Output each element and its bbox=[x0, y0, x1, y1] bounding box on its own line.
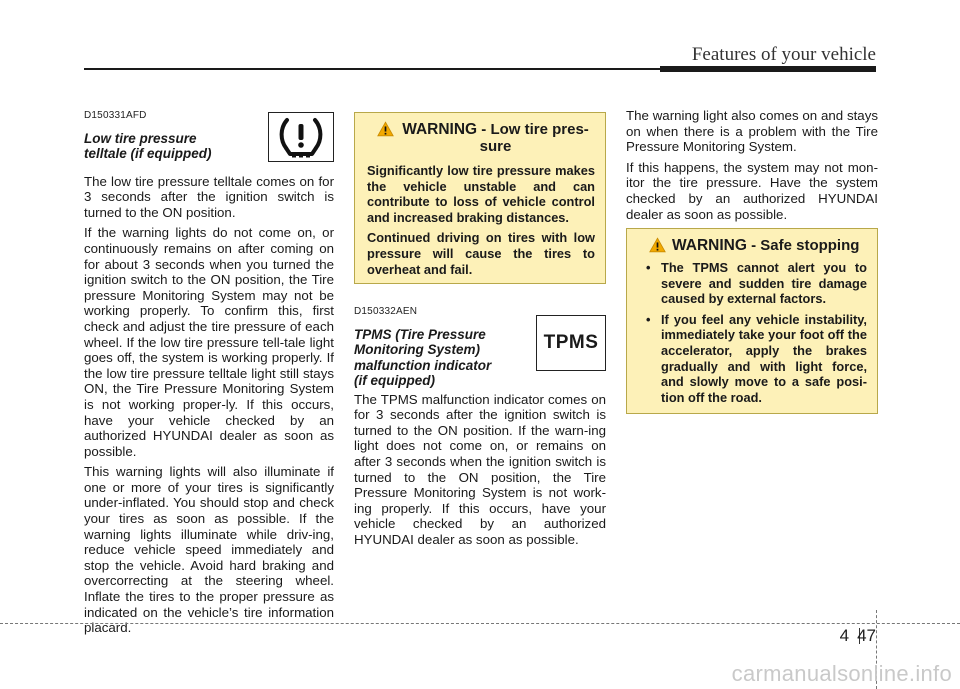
paragraph: If this happens, the system may not mon-itor the tire pressure. Have the system checked by an authorized HYUNDAI dealer as soon as possible. bbox=[626, 159, 878, 222]
section-code: D150332AEN bbox=[354, 306, 418, 317]
warning-list-item: • If you feel any vehicle instability, immediately take your foot off the accelerator, apply the brakes gradually and with light force, and slowly move to a safe posi-tion off the road. bbox=[639, 312, 867, 406]
header-rule-accent bbox=[660, 66, 876, 72]
warning-title: - Low tire pres-sure bbox=[477, 121, 589, 155]
tpms-indicator-label: TPMS bbox=[543, 332, 599, 353]
watermark-text: carmanualsonline.info bbox=[731, 661, 952, 686]
footer-dashed-rule bbox=[0, 623, 960, 624]
warning-list-item: • The TPMS cannot alert you to severe and sudden tire damage caused by external factors. bbox=[639, 260, 867, 307]
heading-line: Low tire pressure bbox=[84, 130, 197, 146]
paragraph: The warning light also comes on and stays on when there is a problem with the Tire Pressure Monitoring System. bbox=[626, 108, 878, 155]
page-header-title: Features of your vehicle bbox=[691, 44, 876, 65]
heading-line: Monitoring System) bbox=[354, 342, 481, 358]
warning-title: - Safe stopping bbox=[746, 237, 860, 254]
warning-list bbox=[639, 260, 867, 405]
warning-heading bbox=[639, 237, 867, 254]
warning-paragraph: Significantly low tire pressure makes the vehicle unstable and can contribute to loss of vehicle control and increased braking distances. bbox=[367, 163, 595, 225]
section-code: D150331AFD bbox=[84, 110, 147, 121]
section-heading-tpms bbox=[354, 327, 524, 389]
heading-line: (if equipped) bbox=[354, 373, 435, 389]
warning-triangle-icon bbox=[377, 121, 394, 137]
paragraph: This warning lights will also illuminate if one or more of your tires is significantly under-inflated. You should stop and check your tires as soon as possible. If the warning lights illuminate while driv-ing, reduce vehicle speed immediately and stop the vehicle. Avoid hard braking and overcorrecting at the steering wheel. Inflate the tires to the proper pressure as indicated on the vehicle’s tire information placard. bbox=[84, 464, 334, 636]
heading-line: TPMS (Tire Pressure bbox=[354, 326, 486, 342]
warning-heading bbox=[367, 121, 595, 155]
chapter-number: 4 bbox=[839, 626, 850, 645]
page-number bbox=[840, 626, 876, 646]
column-left bbox=[84, 108, 334, 636]
low-tire-pressure-telltale-icon bbox=[268, 112, 334, 162]
tire-pressure-warning-icon bbox=[277, 116, 325, 158]
heading-line: telltale (if equipped) bbox=[84, 146, 212, 162]
warning-box-low-tire-pressure bbox=[354, 112, 606, 284]
warning-paragraph: Continued driving on tires with low pressure will cause the tires to overheat and fail. bbox=[367, 230, 595, 277]
page-number-value: 47 bbox=[857, 626, 876, 645]
warning-label: WARNING bbox=[402, 121, 478, 138]
heading-line: malfunction indicator bbox=[354, 357, 492, 373]
warning-triangle-icon bbox=[649, 237, 666, 253]
warning-label: WARNING bbox=[672, 237, 747, 254]
paragraph: If the warning lights do not come on, or continuously remains on after coming on for about 3 seconds when you turned the ignition switch to the ON position, the Tire pressure Monitoring System may not be working properly. To confirm this, first check and adjust the tire pressure of each wheel. If the low tire pressure tell-tale light goes off, the system is working properly. If the low tire pressure telltale light still stays ON, the Tire Pressure Monitoring System is not working proper-ly. If this occurs, have your vehicle checked by an authorized HYUNDAI dealer as soon as possible. bbox=[84, 225, 334, 459]
warning-box-safe-stopping bbox=[626, 228, 878, 414]
column-right bbox=[626, 108, 878, 222]
tpms-indicator-icon bbox=[536, 315, 606, 371]
paragraph: The low tire pressure telltale comes on for 3 seconds after the ignition switch is turned to the ON position. bbox=[84, 173, 334, 220]
paragraph: The TPMS malfunction indicator comes on for 3 seconds after the ignition switch is turned to the ON position. If the warn-ing light does not come on, or remains on after 3 seconds when the ignition switch is turned to the ON position, the Tire Pressure Monitoring System is not work-ing properly. If this occurs, have your vehicle checked by an authorized HYUNDAI dealer as soon as possible. bbox=[354, 391, 606, 547]
